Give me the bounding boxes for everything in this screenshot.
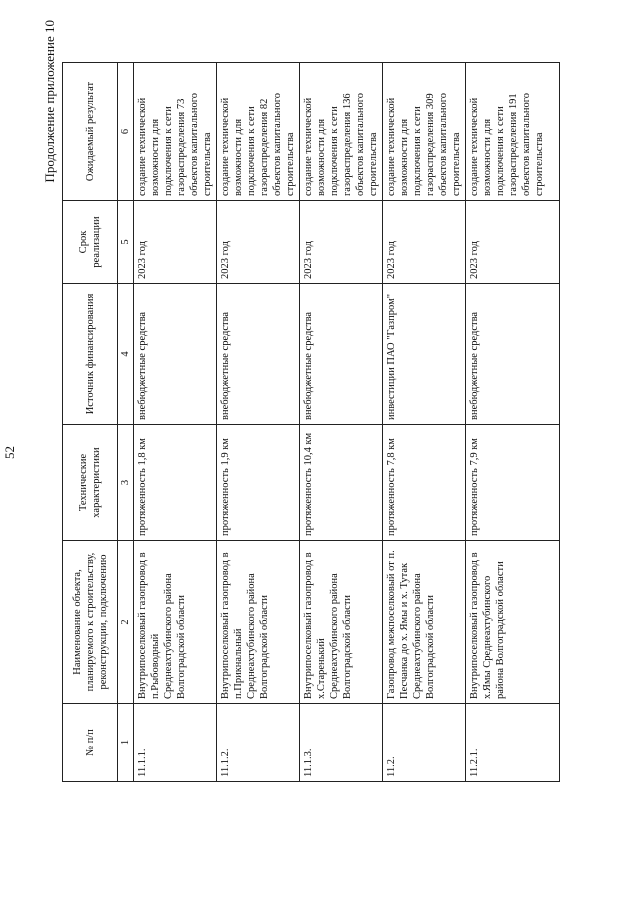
technical-spec: протяженность 1,9 км <box>217 425 300 541</box>
table-row <box>383 63 466 782</box>
expected-result: создание технической возможности для подключения к сети газораспределения 136 объектов капитального строительства <box>300 63 383 201</box>
expected-result: создание технической возможности для подключения к сети газораспределения 82 объектов капитального строительства <box>217 63 300 201</box>
funding-source: внебюджетные средства <box>466 284 560 425</box>
column-header-result: Ожидаемый результат <box>63 63 118 201</box>
column-header-source: Источник финансирования <box>63 284 118 425</box>
column-number: 4 <box>118 284 134 425</box>
column-number: 6 <box>118 63 134 201</box>
expected-result: создание технической возможности для подключения к сети газораспределения 191 объектов капитального строительства <box>466 63 560 201</box>
object-name: Внутрипоселковый газопровод в х.Старенький Среднеахтубинского района Волгоградской области <box>300 541 383 704</box>
expected-result: создание технической возможности для подключения к сети газораспределения 309 объектов капитального строительства <box>383 63 466 201</box>
implementation-term: 2023 год <box>217 201 300 284</box>
table-row <box>466 63 560 782</box>
table-row <box>217 63 300 782</box>
implementation-term: 2023 год <box>383 201 466 284</box>
technical-spec: протяженность 7,9 км <box>466 425 560 541</box>
implementation-term: 2023 год <box>300 201 383 284</box>
expected-result: создание технической возможности для подключения к сети газораспределения 73 объектов капитального строительства <box>134 63 217 201</box>
column-number-row <box>118 63 134 782</box>
column-number: 1 <box>118 704 134 782</box>
column-header-spec: Технические характеристики <box>63 425 118 541</box>
table-row <box>134 63 217 782</box>
row-number: 11.1.1. <box>134 704 217 782</box>
technical-spec: протяженность 7,8 км <box>383 425 466 541</box>
table-header-row <box>63 63 118 782</box>
continuation-label: Продолжение приложение 10 <box>42 20 57 183</box>
object-name: Газопровод межпоселковый от п. Песчанка до х. Ямы и х. Тутак Среднеахтубинского района Волгоградской области <box>383 541 466 704</box>
row-number: 11.2. <box>383 704 466 782</box>
column-header-term: Срок реализации <box>63 201 118 284</box>
row-number: 11.2.1. <box>466 704 560 782</box>
object-name: Внутрипоселковый газопровод в х.Ямы Среднеахтубинского района Волгоградской области <box>466 541 560 704</box>
funding-source: внебюджетные средства <box>134 284 217 425</box>
implementation-term: 2023 год <box>466 201 560 284</box>
column-number: 5 <box>118 201 134 284</box>
technical-spec: протяженность 10,4 км <box>300 425 383 541</box>
object-name: Внутрипоселковый газопровод в п.Прикнальный Среднеахтубинского района Волгоградской области <box>217 541 300 704</box>
funding-source: инвестиции ПАО "Газпром" <box>383 284 466 425</box>
row-number: 11.1.3. <box>300 704 383 782</box>
implementation-term: 2023 год <box>134 201 217 284</box>
row-number: 11.1.2. <box>217 704 300 782</box>
technical-spec: протяженность 1,8 км <box>134 425 217 541</box>
column-number: 2 <box>118 541 134 704</box>
funding-source: внебюджетные средства <box>300 284 383 425</box>
page-number: 52 <box>2 446 17 459</box>
column-header-number: № п/п <box>63 704 118 782</box>
column-header-name: Наименование объекта, планируемого к строительству, реконструкции, подключению <box>63 541 118 704</box>
object-name: Внутрипоселковый газопровод в п.Рыбоводный Среднеахтубинского района Волгоградской области <box>134 541 217 704</box>
funding-source: внебюджетные средства <box>217 284 300 425</box>
column-number: 3 <box>118 425 134 541</box>
projects-table <box>62 62 560 782</box>
table-row <box>300 63 383 782</box>
